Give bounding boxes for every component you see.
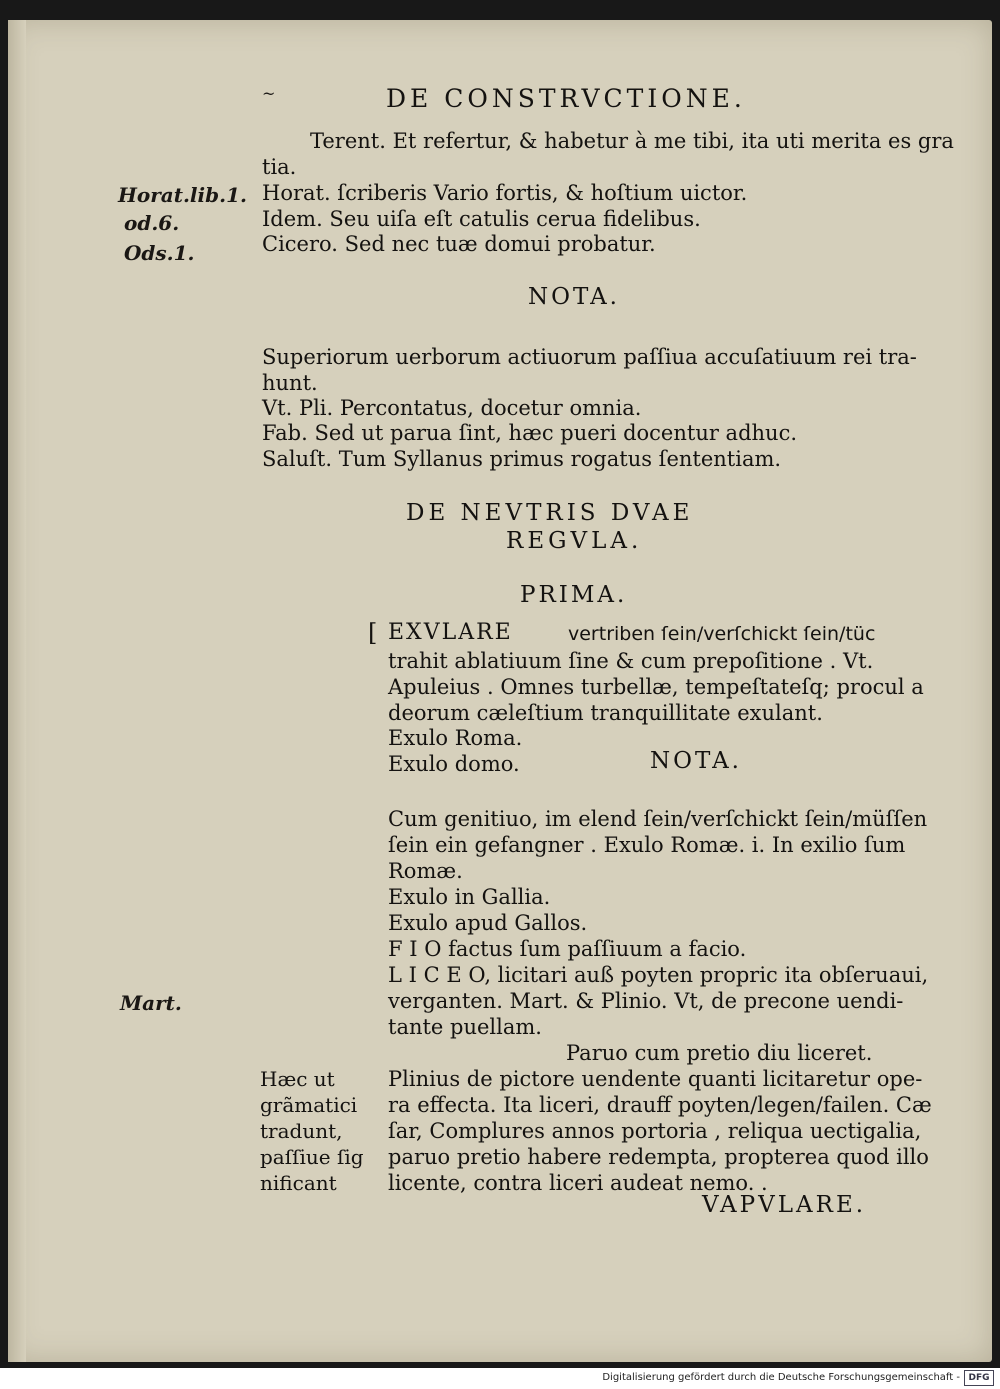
header-mark: ~ xyxy=(262,84,276,103)
text-line: Paruo cum pretio diu liceret. xyxy=(566,1041,873,1065)
bracket-mark: [ xyxy=(368,619,378,647)
text-line: ſar, Complures annos portoria , reliqua uectigalia, xyxy=(388,1119,922,1143)
text-line: trahit ablatiuum ſine & cum prepoſitione . Vt. xyxy=(388,649,874,673)
text-line: F I O factus ſum paſſiuum a facio. xyxy=(388,937,747,961)
section-title-line2: REGVLA. xyxy=(506,528,643,554)
margin-note-horat: Horat.lib.1. xyxy=(118,183,247,207)
catchword: VAPVLARE. xyxy=(702,1192,867,1218)
text-line: Saluſt. Tum Syllanus primus rogatus ſententiam. xyxy=(262,447,782,471)
margin-gloss-line: Hæc ut xyxy=(260,1067,335,1091)
text-line: Exulo domo. xyxy=(388,752,520,776)
text-line: L I C E O, licitari auß poyten propric ita obſeruaui, xyxy=(388,963,929,987)
text-line: Horat. ſcriberis Vario fortis, & hoſtium uictor. xyxy=(262,181,748,205)
term-exulare: EXVLARE xyxy=(388,620,513,645)
margin-gloss-line: tradunt, xyxy=(260,1119,343,1143)
text-line: Exulo apud Gallos. xyxy=(388,911,588,935)
text-line: tia. xyxy=(262,155,297,179)
text-line: Exulo Roma. xyxy=(388,726,523,750)
text-line: licente, contra liceri audeat nemo. . xyxy=(388,1171,768,1195)
text-line: Idem. Seu uiſa eſt catulis cerua fidelibus. xyxy=(262,207,701,231)
footer-credit: Digitalisierung gefördert durch die Deutsche Forschungsgemeinschaft - xyxy=(602,1372,960,1383)
section-title-line1: DE NEVTRIS DVAE xyxy=(406,500,694,526)
text-line: Vt. Pli. Percontatus, docetur omnia. xyxy=(262,396,642,420)
margin-note-od6: od.6. xyxy=(124,211,180,235)
text-line: ſein ein gefangner . Exulo Romæ. i. In exilio ſum xyxy=(388,833,906,857)
text-line: hunt. xyxy=(262,371,318,395)
text-line: Plinius de pictore uendente quanti licitaretur ope- xyxy=(388,1067,923,1091)
page-title: DE CONSTRVCTIONE. xyxy=(386,84,746,113)
german-gloss: vertriben ſein/verſchickt ſein/tüc xyxy=(568,623,876,645)
margin-gloss-line: paſſiue ſig xyxy=(260,1145,364,1169)
text-line: paruo pretio habere redempta, propterea quod illo xyxy=(388,1145,929,1169)
page-binding-edge xyxy=(8,20,26,1362)
text-line: Superiorum uerborum actiuorum paſſiua accuſatiuum rei tra- xyxy=(262,345,917,369)
text-line: verganten. Mart. & Plinio. Vt, de precone uendi- xyxy=(388,989,904,1013)
text-line: Apuleius . Omnes turbellæ, tempeſtateſq; procul a xyxy=(388,675,924,699)
text-line: Terent. Et refertur, & habetur à me tibi, ita uti merita es gra xyxy=(310,129,954,153)
text-line: Fab. Sed ut parua ſint, hæc pueri docentur adhuc. xyxy=(262,421,798,445)
text-line: Cicero. Sed nec tuæ domui probatur. xyxy=(262,232,656,256)
heading-nota: NOTA. xyxy=(528,284,620,310)
text-line: Romæ. xyxy=(388,859,463,883)
margin-note-ods1: Ods.1. xyxy=(124,241,195,265)
text-line: tante puellam. xyxy=(388,1015,542,1039)
text-line: Exulo in Gallia. xyxy=(388,885,551,909)
text-line: Cum genitiuo, im elend ſein/verſchickt ſein/müſſen xyxy=(388,807,928,831)
heading-prima: PRIMA. xyxy=(520,582,628,608)
text-line: deorum cæleſtium tranquillitate exulant. xyxy=(388,701,823,725)
dfg-logo: DFG xyxy=(964,1370,994,1386)
margin-note-mart: Mart. xyxy=(120,991,182,1015)
margin-gloss-line: grãmatici xyxy=(260,1093,358,1117)
margin-gloss-line: nificant xyxy=(260,1171,337,1195)
heading-nota: NOTA. xyxy=(650,748,742,774)
text-line: ra effecta. Ita liceri, drauff poyten/legen/failen. Cæ xyxy=(388,1093,932,1117)
